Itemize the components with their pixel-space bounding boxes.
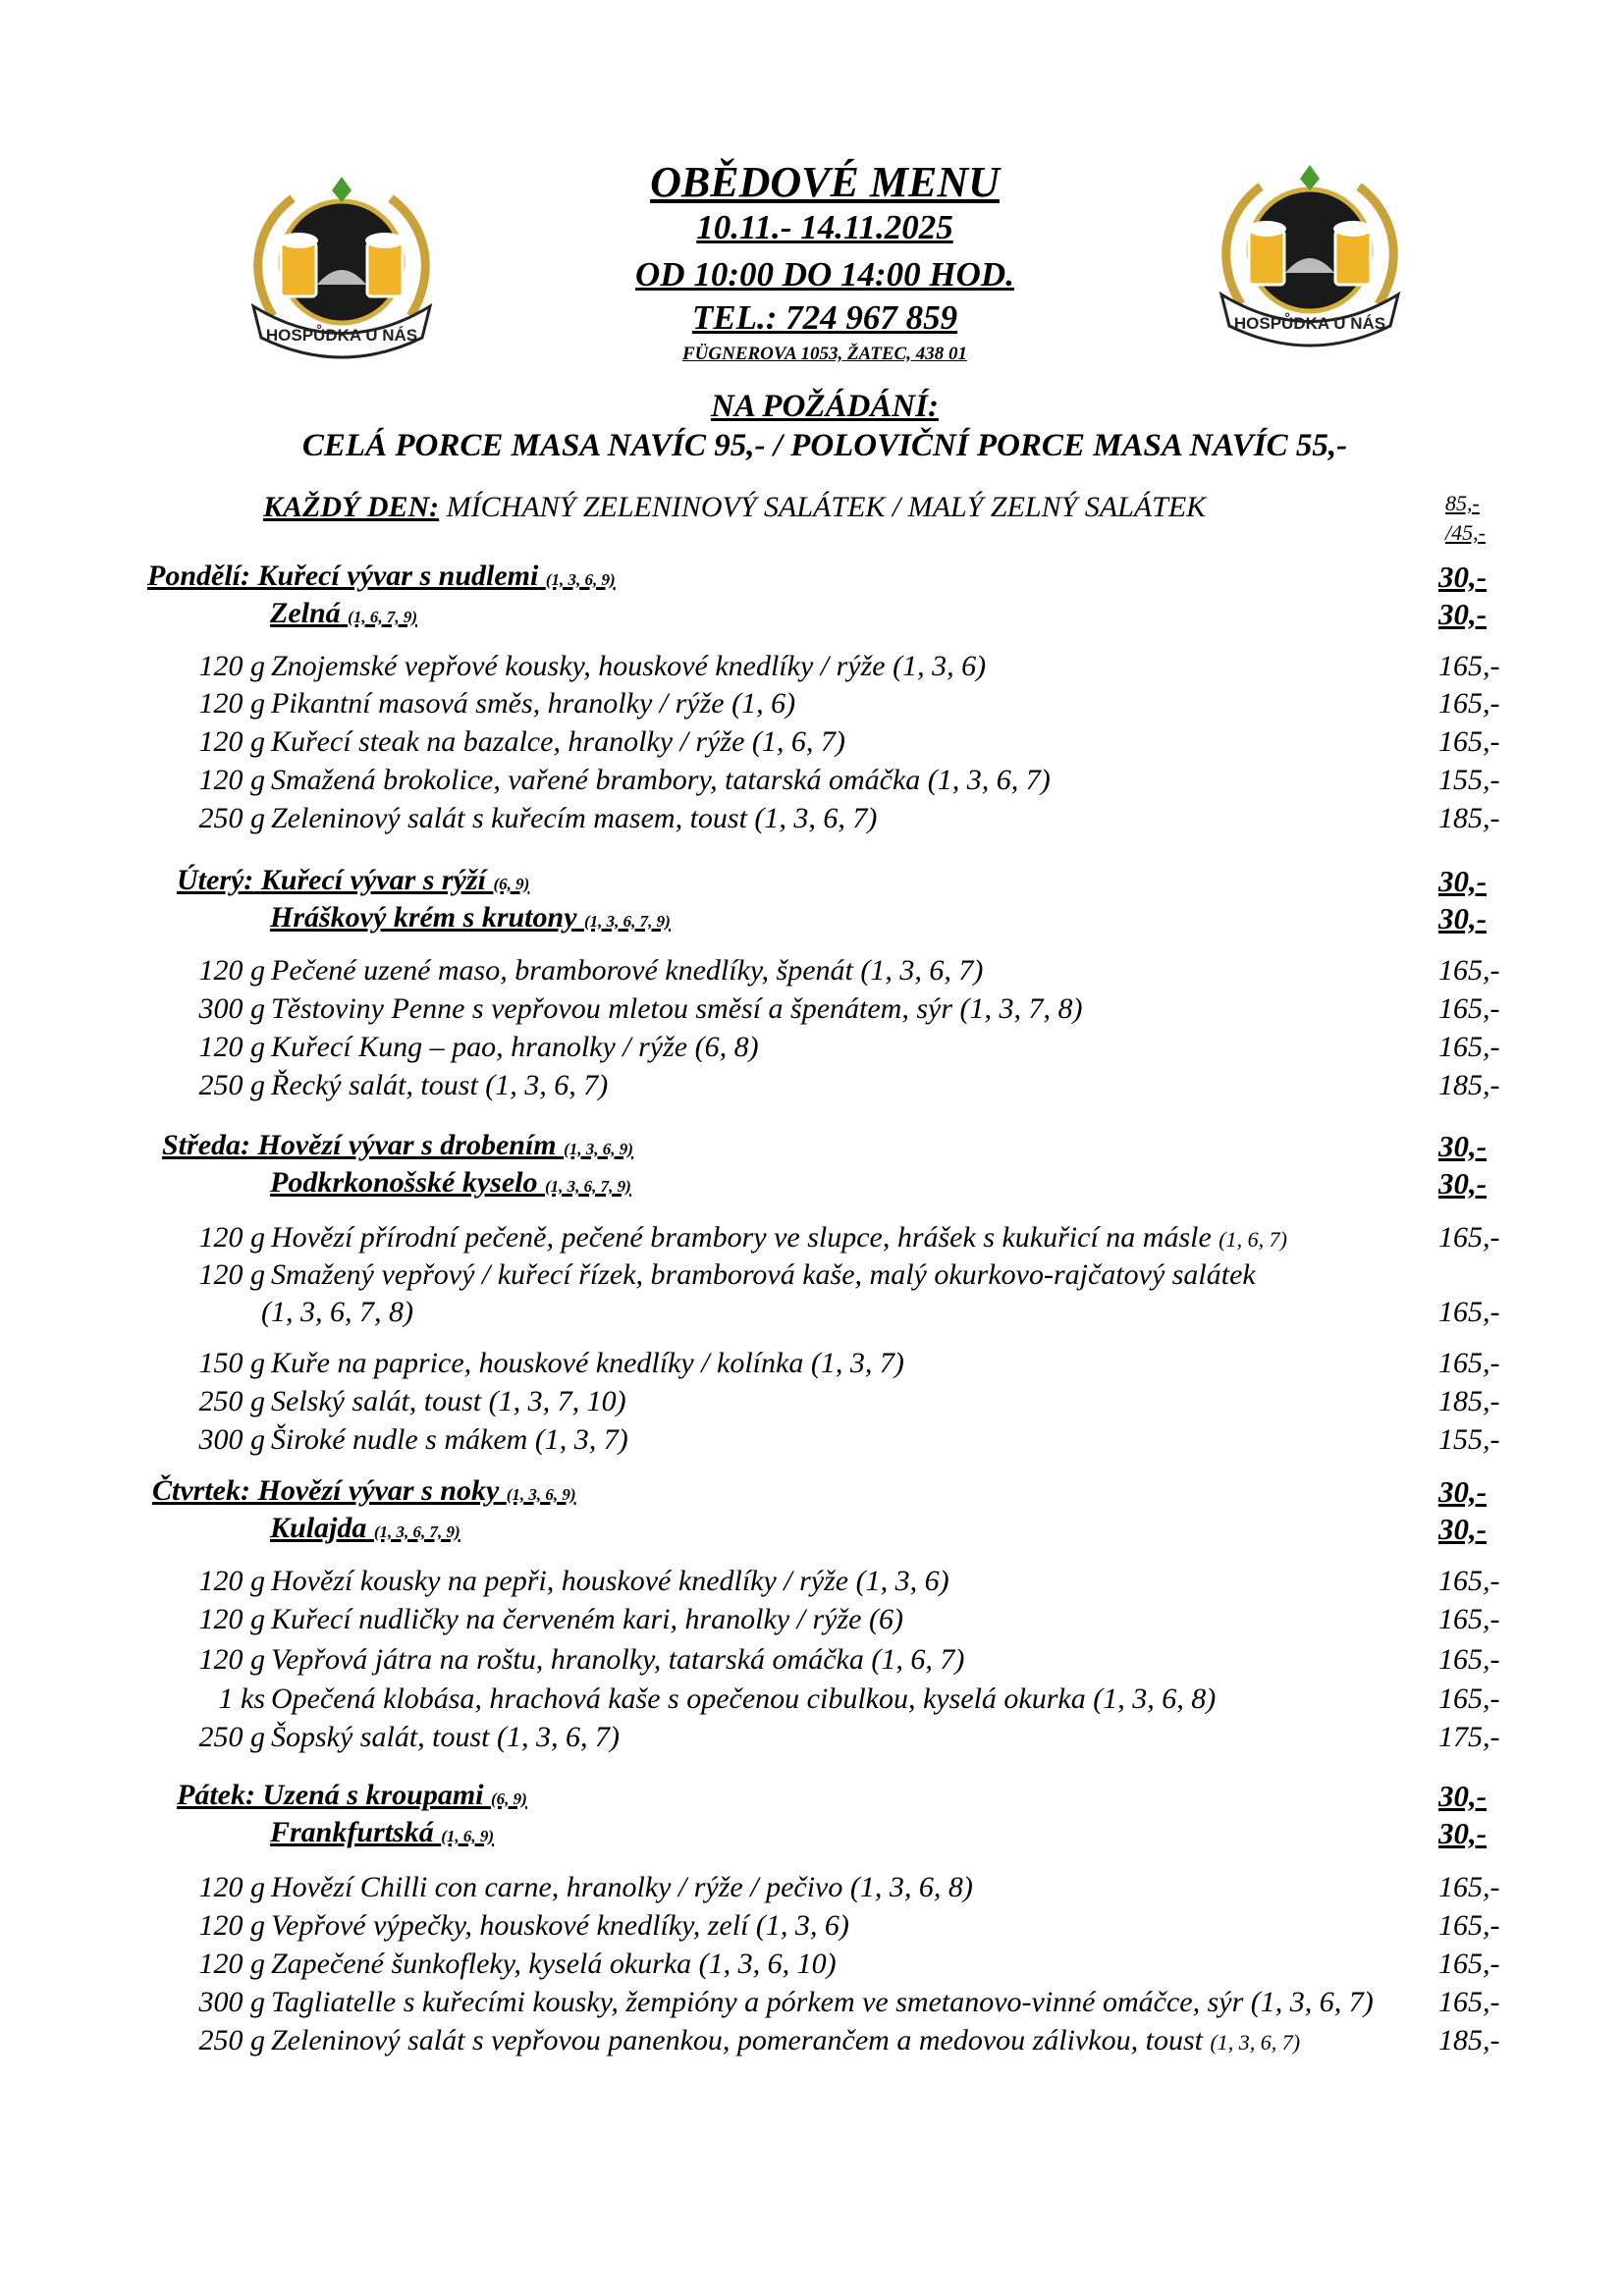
dish-name-text: Zeleninový salát s vepřovou panenkou, pomerančem a medovou zálivkou, toust xyxy=(271,2024,1203,2056)
dish-quantity: 300 g xyxy=(198,1423,265,1456)
soup-name: Kulajda xyxy=(270,1512,367,1544)
day-label: Čtvrtek: xyxy=(152,1474,250,1507)
soup-allergens: (6, 9) xyxy=(493,875,530,893)
day-label: Středa: xyxy=(162,1129,250,1161)
dish-name xyxy=(271,1069,608,1102)
dish-price: 165,- xyxy=(1438,1565,1500,1597)
soup-name: Kuřecí vývar s nudlemi xyxy=(257,560,539,592)
every-day-text: MÍCHANÝ ZELENINOVÝ SALÁTEK / MALÝ ZELNÝ SALÁTEK xyxy=(439,491,1207,523)
soup-name: Hovězí vývar s noky xyxy=(257,1474,500,1507)
dish-price: 165,- xyxy=(1438,954,1500,987)
dish-name-text: Smažený vepřový / kuřecí řízek, bramborová kaše, malý okurkovo-rajčatový salátek xyxy=(271,1258,1256,1291)
dish-price: 155,- xyxy=(1438,1423,1500,1456)
dish-name-text: Šopský salát, toust (1, 3, 6, 7) xyxy=(271,1721,620,1753)
dish-name xyxy=(271,1986,1374,2019)
dish-name xyxy=(271,1347,904,1380)
dish-quantity: 1 ks xyxy=(218,1682,265,1715)
dish-price: 165,- xyxy=(1438,1221,1500,1254)
dish-name xyxy=(271,802,877,835)
dish-name-text: Kuřecí steak na bazalce, hranolky / rýže (1, 6, 7) xyxy=(271,725,845,758)
every-day-price-full: 85,- xyxy=(1445,491,1480,515)
hop-icon xyxy=(1300,165,1320,190)
every-day-price-half: /45,- xyxy=(1445,520,1486,545)
day-soup-row xyxy=(147,560,616,593)
dish-price: 165,- xyxy=(1438,1347,1500,1379)
day-label: Pondělí: xyxy=(147,560,250,592)
soup-allergens: (1, 3, 6, 9) xyxy=(545,570,616,589)
dish-name xyxy=(271,954,983,988)
day-soup-row xyxy=(270,597,417,630)
soup-price: 30,- xyxy=(1438,560,1488,594)
day-label: Úterý: xyxy=(177,864,254,896)
dish-quantity: 250 g xyxy=(198,2024,265,2056)
soup-price: 30,- xyxy=(1438,597,1488,631)
dish-name-text: Hovězí kousky na pepři, houskové knedlíky / rýže (1, 3, 6) xyxy=(271,1565,949,1597)
dish-price: 185,- xyxy=(1438,1069,1500,1101)
soup-price: 30,- xyxy=(1438,1779,1488,1813)
day-label: Pátek: xyxy=(177,1779,255,1811)
every-day-row xyxy=(263,491,1206,524)
dish-price: 165,- xyxy=(1438,1682,1500,1715)
dish-name-text: Pikantní masová směs, hranolky / rýže (1, 6) xyxy=(271,687,796,720)
dish-quantity: 120 g xyxy=(198,650,265,682)
dish-name-text: Široké nudle s mákem (1, 3, 7) xyxy=(271,1423,628,1456)
soup-allergens: (1, 6, 9) xyxy=(441,1827,495,1845)
restaurant-logo-right xyxy=(1202,157,1418,363)
day-soup-row xyxy=(177,864,529,897)
menu-title: OBĚDOVÉ MENU xyxy=(650,158,1000,206)
dish-price: 185,- xyxy=(1438,1385,1500,1417)
dish-name-text: Opečená klobása, hrachová kaše s opečenou cibulkou, kyselá okurka (1, 3, 6, 8) xyxy=(271,1682,1217,1715)
soup-allergens: (1, 3, 6, 9) xyxy=(506,1485,576,1504)
dish-name-text: Zeleninový salát s kuřecím masem, toust (1, 3, 6, 7) xyxy=(271,802,878,834)
day-soup-row xyxy=(152,1474,576,1508)
dish-quantity: 120 g xyxy=(198,725,265,758)
soup-price: 30,- xyxy=(1438,1166,1488,1201)
dish-name xyxy=(271,992,1083,1026)
dish-price: 185,- xyxy=(1438,802,1500,834)
dish-quantity: 120 g xyxy=(198,1948,265,1980)
dish-name xyxy=(271,764,1051,797)
dish-price: 165,- xyxy=(1438,1603,1500,1635)
dish-name-text: Kuřecí nudličky na červeném kari, hranolky / rýže (6) xyxy=(271,1603,903,1635)
dish-quantity: 120 g xyxy=(198,687,265,720)
soup-name: Kuřecí vývar s rýží xyxy=(260,864,486,896)
dish-price: 175,- xyxy=(1438,1721,1500,1753)
dish-quantity: 120 g xyxy=(198,1258,265,1291)
dish-price: 165,- xyxy=(1438,992,1500,1025)
dish-name xyxy=(271,1909,849,1943)
dish-name-text: Tagliatelle s kuřecími kousky, žempióny a pórkem ve smetanovo-vinné omáčce, sýr (1, 3, 6, 7) xyxy=(271,1986,1374,2018)
dish-name xyxy=(271,1603,903,1636)
soup-price: 30,- xyxy=(1438,1474,1488,1509)
dish-price: 185,- xyxy=(1438,2024,1500,2056)
dish-price: 165,- xyxy=(1438,650,1500,682)
phone-number: TEL.: 724 967 859 xyxy=(691,298,958,337)
soup-name: Hovězí vývar s drobením xyxy=(257,1129,557,1161)
dish-quantity: 120 g xyxy=(198,1643,265,1676)
beer-mug-icon xyxy=(1249,231,1284,285)
day-soup-row xyxy=(270,1512,460,1545)
opening-hours: OD 10:00 DO 14:00 HOD. xyxy=(635,255,1014,294)
dish-quantity: 250 g xyxy=(198,1069,265,1101)
dish-name-text: Selský salát, toust (1, 3, 7, 10) xyxy=(271,1385,626,1417)
soup-allergens: (6, 9) xyxy=(491,1789,527,1808)
dish-name xyxy=(271,1423,628,1457)
dish-price: 165,- xyxy=(1438,1986,1500,2018)
dish-price: 155,- xyxy=(1438,764,1500,796)
dish-quantity: 120 g xyxy=(198,1031,265,1063)
dish-name xyxy=(271,1948,837,1981)
day-soup-row xyxy=(270,1816,494,1849)
dish-price: 165,- xyxy=(1438,1871,1500,1903)
dish-quantity: 120 g xyxy=(198,1603,265,1635)
dish-name-text: Kuře na paprice, houskové knedlíky / kolínka (1, 3, 7) xyxy=(271,1347,904,1379)
dish-name-text: Řecký salát, toust (1, 3, 6, 7) xyxy=(271,1069,609,1101)
soup-name: Uzená s kroupami xyxy=(262,1779,484,1811)
dish-quantity: 150 g xyxy=(198,1347,265,1379)
hop-icon xyxy=(332,177,352,202)
soup-allergens: (1, 3, 6, 7, 9) xyxy=(373,1522,460,1541)
beer-mug-icon xyxy=(281,242,316,296)
dish-price: 165,- xyxy=(1438,1643,1500,1676)
dish-allergens: (1, 6, 7) xyxy=(1218,1227,1287,1252)
dish-name-text: Pečené uzené maso, bramborové knedlíky, špenát (1, 3, 6, 7) xyxy=(271,954,984,987)
address: FÜGNEROVA 1053, ŽATEC, 438 01 xyxy=(682,344,967,364)
dish-quantity: 250 g xyxy=(198,1721,265,1753)
dish-name-text: Smažená brokolice, vařené brambory, tatarská omáčka (1, 3, 6, 7) xyxy=(271,764,1051,796)
dish-name xyxy=(271,1721,620,1754)
dish-name-text: Kuřecí Kung – pao, hranolky / rýže (6, 8) xyxy=(271,1031,759,1063)
dish-quantity: 250 g xyxy=(198,1385,265,1417)
day-soup-row xyxy=(177,1779,527,1812)
dish-price: 165,- xyxy=(1438,725,1500,758)
menu-dates: 10.11.- 14.11.2025 xyxy=(696,208,953,246)
dish-allergens: (1, 3, 6, 7) xyxy=(1210,2030,1301,2055)
dish-quantity: 300 g xyxy=(198,1986,265,2018)
dish-name xyxy=(271,650,986,683)
soup-name: Podkrkonošské kyselo xyxy=(270,1166,538,1199)
dish-name xyxy=(271,1031,759,1064)
soup-allergens: (1, 3, 6, 7, 9) xyxy=(545,1177,631,1196)
soup-allergens: (1, 3, 6, 9) xyxy=(564,1140,633,1158)
dish-quantity: 120 g xyxy=(198,764,265,796)
soup-name: Zelná xyxy=(270,597,341,629)
on-request-label: NA POŽÁDÁNÍ: xyxy=(711,389,939,424)
dish-quantity: 250 g xyxy=(198,802,265,834)
dish-quantity: 120 g xyxy=(198,954,265,987)
soup-price: 30,- xyxy=(1438,901,1488,935)
dish-name xyxy=(271,1643,964,1677)
dish-quantity: 120 g xyxy=(198,1565,265,1597)
soup-price: 30,- xyxy=(1438,1512,1488,1546)
soup-allergens: (1, 6, 7, 9) xyxy=(348,608,417,626)
restaurant-logo-left xyxy=(234,169,450,375)
dish-quantity: 120 g xyxy=(198,1221,265,1254)
dish-name xyxy=(271,1221,1287,1255)
soup-name: Hráškový krém s krutony xyxy=(270,901,577,934)
dish-name xyxy=(271,1385,626,1418)
soup-price: 30,- xyxy=(1438,864,1488,898)
svg-text:HOSPŮDKA U NÁS: HOSPŮDKA U NÁS xyxy=(265,326,418,345)
soup-name: Frankfurtská xyxy=(270,1816,434,1848)
day-soup-row xyxy=(270,1166,631,1200)
dish-name xyxy=(271,687,795,721)
dish-quantity: 120 g xyxy=(198,1909,265,1942)
dish-name-text: Znojemské vepřové kousky, houskové knedlíky / rýže (1, 3, 6) xyxy=(271,650,987,682)
dish-name-text: Těstoviny Penne s vepřovou mletou směsí a špenátem, sýr (1, 3, 7, 8) xyxy=(271,992,1083,1025)
dish-name xyxy=(271,1871,973,1904)
dish-quantity: 120 g xyxy=(198,1871,265,1903)
on-request-text: CELÁ PORCE MASA NAVÍC 95,- / POLOVIČNÍ PORCE MASA NAVÍC 55,- xyxy=(301,428,1348,463)
day-soup-row xyxy=(162,1129,633,1162)
dish-price: 165,- xyxy=(1438,1296,1500,1328)
dish-name xyxy=(271,2024,1300,2057)
dish-quantity: 300 g xyxy=(198,992,265,1025)
dish-name-text: Hovězí Chilli con carne, hranolky / rýže / pečivo (1, 3, 6, 8) xyxy=(271,1871,973,1903)
soup-price: 30,- xyxy=(1438,1816,1488,1850)
dish-name xyxy=(271,1682,1216,1716)
dish-name xyxy=(271,1565,949,1598)
dish-name-text: Vepřové výpečky, houskové knedlíky, zelí (1, 3, 6) xyxy=(271,1909,849,1942)
dish-name-text: Hovězí přírodní pečeně, pečené brambory ve slupce, hrášek s kukuřicí na másle xyxy=(271,1221,1212,1254)
day-soup-row xyxy=(270,901,671,934)
dish-name-text: Vepřová játra na roštu, hranolky, tatarská omáčka (1, 6, 7) xyxy=(271,1643,965,1676)
dish-price: 165,- xyxy=(1438,687,1500,720)
dish-price: 165,- xyxy=(1438,1909,1500,1942)
dish-name-text: Zapečené šunkofleky, kyselá okurka (1, 3, 6, 10) xyxy=(271,1948,837,1980)
every-day-label: KAŽDÝ DEN: xyxy=(263,491,440,523)
dish-allergens-continued: (1, 3, 6, 7, 8) xyxy=(261,1296,413,1328)
dish-price: 165,- xyxy=(1438,1031,1500,1063)
svg-text:HOSPŮDKA U NÁS: HOSPŮDKA U NÁS xyxy=(1233,314,1386,333)
soup-price: 30,- xyxy=(1438,1129,1488,1163)
soup-allergens: (1, 3, 6, 7, 9) xyxy=(584,912,671,931)
dish-price: 165,- xyxy=(1438,1948,1500,1980)
dish-name xyxy=(271,725,845,759)
dish-name xyxy=(271,1258,1256,1292)
